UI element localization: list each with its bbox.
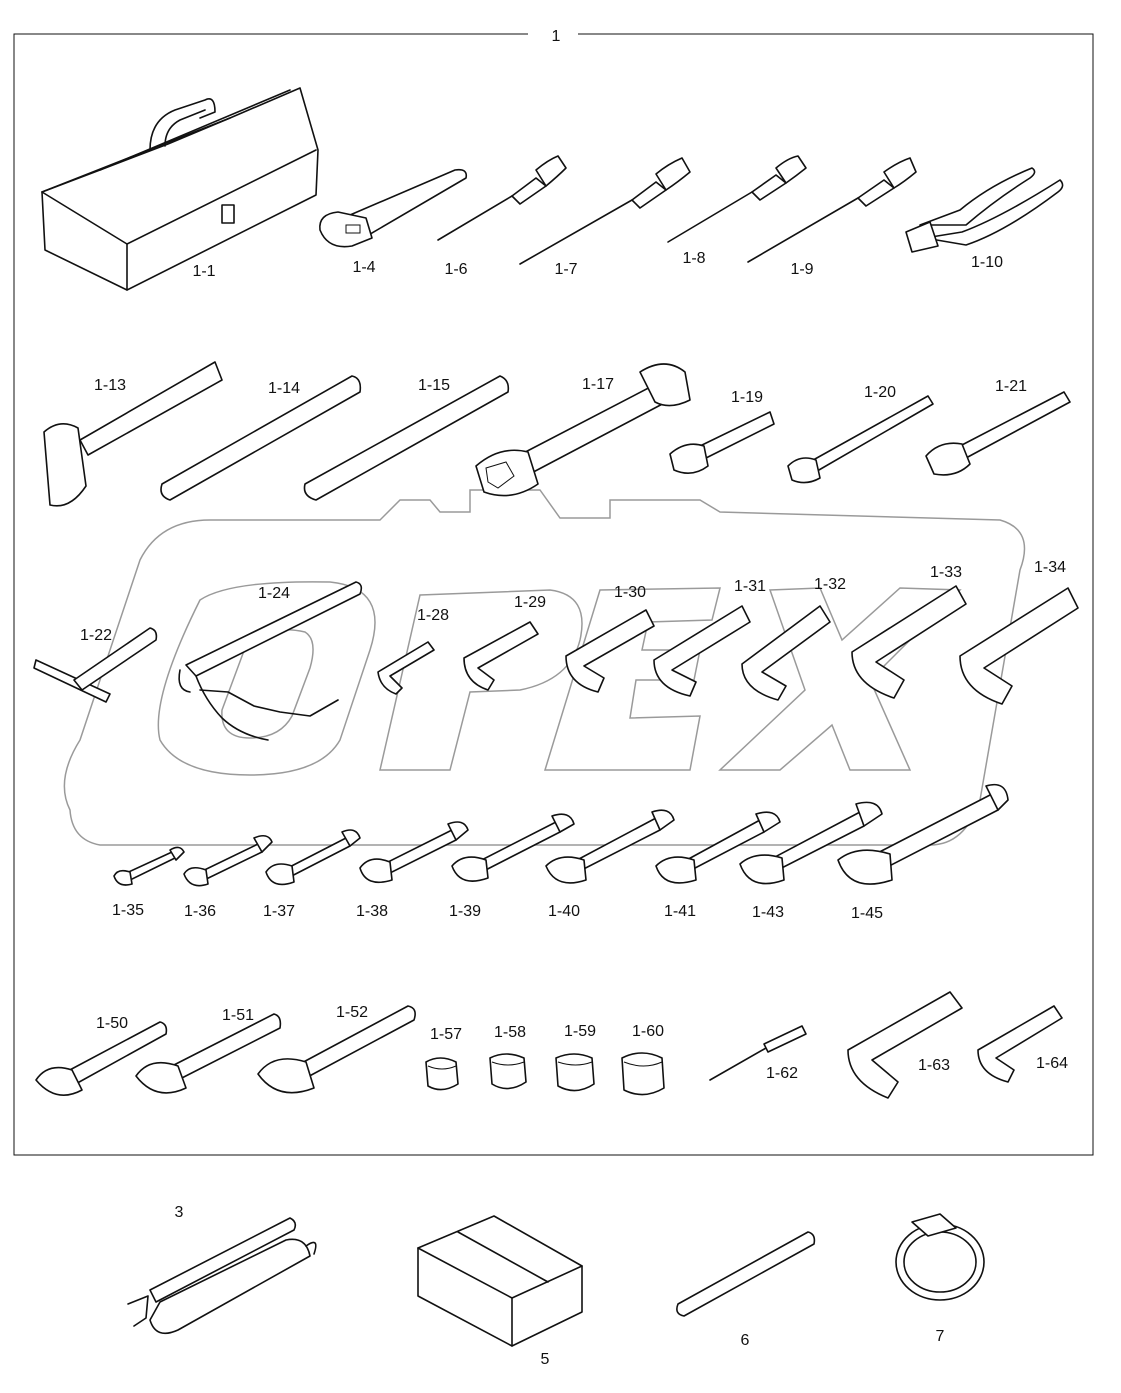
part-label: 1-33 — [929, 564, 963, 581]
part-label: 1-28 — [416, 607, 450, 624]
double-wrench — [838, 785, 1008, 884]
socket — [556, 1054, 594, 1091]
part-label: 1-31 — [733, 578, 767, 595]
grease-gun-drawing — [128, 1218, 316, 1333]
box-drawing — [418, 1216, 582, 1346]
part-label: 1-24 — [257, 585, 291, 602]
part-label: 1-7 — [554, 261, 578, 278]
extra-label: 5 — [540, 1351, 550, 1368]
part-label: 1-19 — [730, 389, 764, 406]
part-label: 1-38 — [355, 903, 389, 920]
part-label: 1-9 — [790, 261, 814, 278]
adjustable-wrench-drawing — [320, 170, 466, 247]
part-label: 1-14 — [267, 380, 301, 397]
hex-key — [654, 606, 750, 696]
extension-drawing — [670, 412, 774, 473]
part-label: 1-43 — [751, 904, 785, 921]
part-label: 1-52 — [335, 1004, 369, 1021]
part-label: 1-58 — [493, 1024, 527, 1041]
kit-label: 1 — [551, 28, 561, 45]
socket-extension-drawing — [788, 396, 933, 483]
part-label: 1-4 — [352, 259, 376, 276]
large-hex-key-drawing — [848, 992, 962, 1098]
part-label: 1-22 — [79, 627, 113, 644]
part-label: 1-64 — [1035, 1055, 1069, 1072]
part-label: 1-57 — [429, 1026, 463, 1043]
part-label: 1-8 — [682, 250, 706, 267]
part-label: 1-37 — [262, 903, 296, 920]
part-label: 1-29 — [513, 594, 547, 611]
extra-label: 7 — [935, 1328, 945, 1345]
hex-key — [742, 606, 830, 700]
part-label: 1-40 — [547, 903, 581, 920]
part-label: 1-39 — [448, 903, 482, 920]
part-label: 1-59 — [563, 1023, 597, 1040]
pliers-drawing — [906, 168, 1063, 252]
extra-label: 3 — [174, 1204, 184, 1221]
part-label: 1-36 — [183, 903, 217, 920]
part-label: 1-34 — [1033, 559, 1067, 576]
part-label: 1-10 — [970, 254, 1004, 271]
screwdriver-drawing — [438, 156, 566, 240]
part-label: 1-62 — [765, 1065, 799, 1082]
socket — [490, 1054, 526, 1089]
socket — [622, 1053, 664, 1095]
part-label: 1-63 — [917, 1057, 951, 1074]
part-label: 1-32 — [813, 576, 847, 593]
part-label: 1-50 — [95, 1015, 129, 1032]
hex-key — [960, 588, 1078, 704]
part-label: 1-30 — [613, 584, 647, 601]
double-wrench — [184, 836, 272, 886]
part-label: 1-6 — [444, 261, 468, 278]
hex-key — [378, 642, 434, 694]
part-label: 1-17 — [581, 376, 615, 393]
part-label: 1-35 — [111, 902, 145, 919]
part-label: 1-41 — [663, 903, 697, 920]
socket — [426, 1058, 458, 1090]
double-wrench — [114, 847, 184, 885]
rod-drawing — [677, 1232, 815, 1316]
hex-key — [464, 622, 538, 690]
ratchet-drawing — [926, 392, 1070, 475]
extra-label: 6 — [740, 1332, 750, 1349]
part-label: 1-13 — [93, 377, 127, 394]
part-label: 1-21 — [994, 378, 1028, 395]
part-label: 1-1 — [192, 263, 216, 280]
part-label: 1-15 — [417, 377, 451, 394]
double-wrench — [360, 822, 468, 882]
part-label: 1-45 — [850, 905, 884, 922]
double-wrench — [266, 830, 360, 884]
part-label: 1-20 — [863, 384, 897, 401]
part-label: 1-51 — [221, 1007, 255, 1024]
toolbox-drawing — [42, 88, 318, 290]
hose-clamp-drawing — [896, 1214, 984, 1300]
part-label: 1-60 — [631, 1023, 665, 1040]
chain-wrench-drawing — [179, 582, 361, 740]
screwdriver-drawing — [748, 158, 916, 262]
